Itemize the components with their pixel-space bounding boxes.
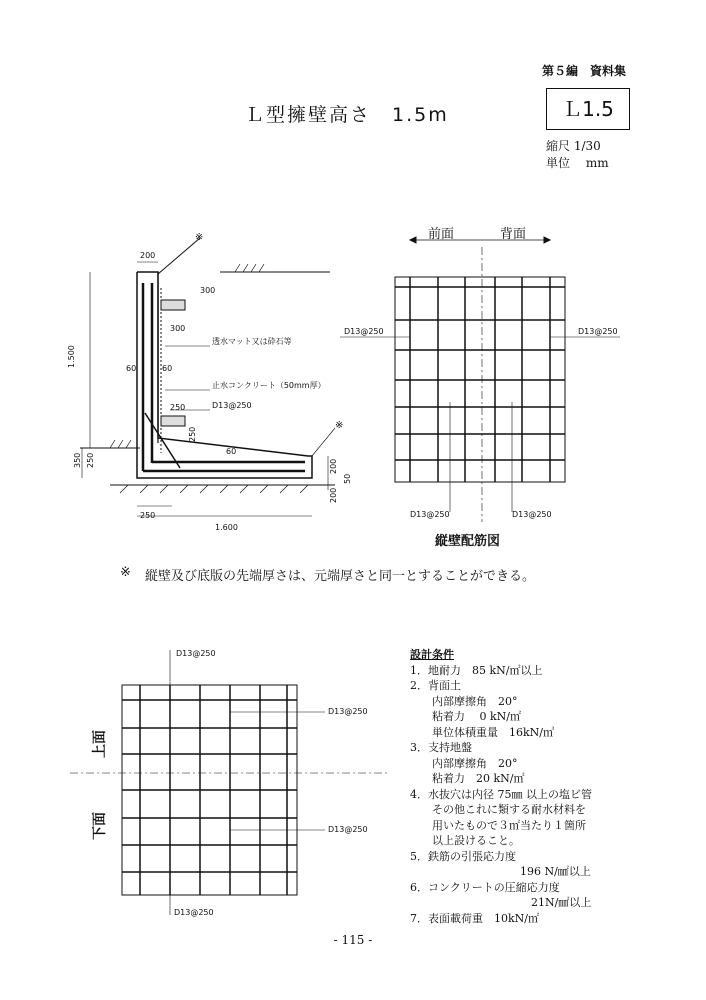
wall-rebar-caption: 縦壁配筋図 (435, 534, 501, 549)
dc-item: 粘着力 0 kN/㎡ (410, 710, 521, 723)
slab-rebar-diagram (70, 640, 390, 930)
dc-item: 4．水抜穴は内径 75㎜ 以上の塩ビ管 (410, 787, 592, 801)
label-back: 背面 (500, 227, 527, 242)
section-label: 第５編 資料集 (541, 64, 626, 78)
page-title: Ｌ型擁壁高さ 1.5m (245, 104, 449, 126)
design-conditions (410, 647, 592, 926)
dim-bottom-1600: 1.600 (215, 523, 238, 532)
label-top-rebar: D13@250 (176, 649, 216, 658)
label-bottom-left-rebar: D13@250 (410, 510, 450, 519)
mark-top: ※ (195, 232, 204, 243)
dim-top-fill: 300 (200, 286, 216, 295)
unit-text: 単位 mm (546, 156, 609, 170)
section-view-diagram (60, 228, 360, 538)
label-rebar: D13@250 (212, 401, 252, 410)
label-right-rebar-1: D13@250 (328, 707, 368, 716)
dc-item: 以上設けること。 (410, 834, 520, 847)
mark-right: ※ (335, 420, 344, 431)
dc-item: 単位体積重量 16kN/㎥ (410, 725, 554, 739)
dim-left-350: 350 (73, 452, 82, 468)
dc-item: 6．コンクリートの圧縮応力度 (410, 880, 560, 894)
label-drain-mat: 透水マット又は砕石等 (212, 337, 292, 346)
dc-item: 21N/㎟以上 (410, 896, 592, 909)
drawing-code-box: Ｌ1.5 (546, 88, 630, 130)
dc-item: 用いたもので３㎡当たり１箇所 (410, 818, 586, 832)
dim-left-250: 250 (86, 452, 95, 468)
dim-mid-250: 250 (170, 403, 186, 412)
label-bottom-right-rebar: D13@250 (512, 510, 552, 519)
dim-wall-60-right: 60 (162, 364, 173, 373)
label-left-rebar: D13@250 (344, 327, 384, 336)
design-conditions-title: 設計条件 (410, 648, 454, 661)
dim-height-total: 1.500 (67, 345, 76, 368)
label-top-face: 上面 (92, 730, 108, 758)
dc-item: 196 N/㎟以上 (410, 865, 591, 878)
dc-item: 2．背面土 (410, 679, 461, 692)
note-mark: ※ (120, 565, 131, 580)
dim-right-50: 50 (343, 473, 352, 484)
dim-right-200-bottom: 200 (329, 487, 338, 503)
dim-fill-width: 300 (170, 324, 186, 333)
dim-bottom-250: 250 (140, 511, 156, 520)
dc-item: 3．支持地盤 (410, 741, 472, 754)
wall-rebar-diagram (330, 222, 630, 552)
label-waterstop: 止水コンクリート（50mm厚） (212, 381, 326, 390)
dc-item: 1．地耐力 85 kN/㎡以上 (410, 663, 543, 677)
dim-right-200-top: 200 (329, 458, 338, 474)
dc-item: 5．鉄筋の引張応力度 (410, 849, 516, 863)
dc-item: 粘着力 20 kN/㎡ (410, 772, 525, 785)
label-right-rebar: D13@250 (578, 327, 618, 336)
scale-info (546, 138, 609, 172)
dc-item: その他これに類する耐水材料を (410, 803, 586, 816)
label-bottom-rebar: D13@250 (174, 908, 214, 917)
scale-text: 縮尺 1/30 (546, 139, 601, 153)
page-number: - 115 - (333, 933, 373, 947)
dc-item: 内部摩擦角 20° (410, 694, 518, 708)
label-bottom-face: 下面 (92, 812, 108, 840)
dim-top-width: 200 (140, 251, 156, 260)
dim-wall-60-left: 60 (126, 364, 137, 373)
dim-mid-250-v: 250 (188, 426, 197, 442)
note-text: 縦壁及び底版の先端厚さは、元端厚さと同一とすることができる。 (145, 569, 536, 584)
label-front: 前面 (428, 227, 455, 242)
dc-item: 内部摩擦角 20° (410, 756, 518, 770)
label-right-rebar-2: D13@250 (328, 825, 368, 834)
dim-base-60: 60 (226, 447, 237, 456)
dc-item: 7．表面載荷重 10kN/㎡ (410, 911, 539, 925)
